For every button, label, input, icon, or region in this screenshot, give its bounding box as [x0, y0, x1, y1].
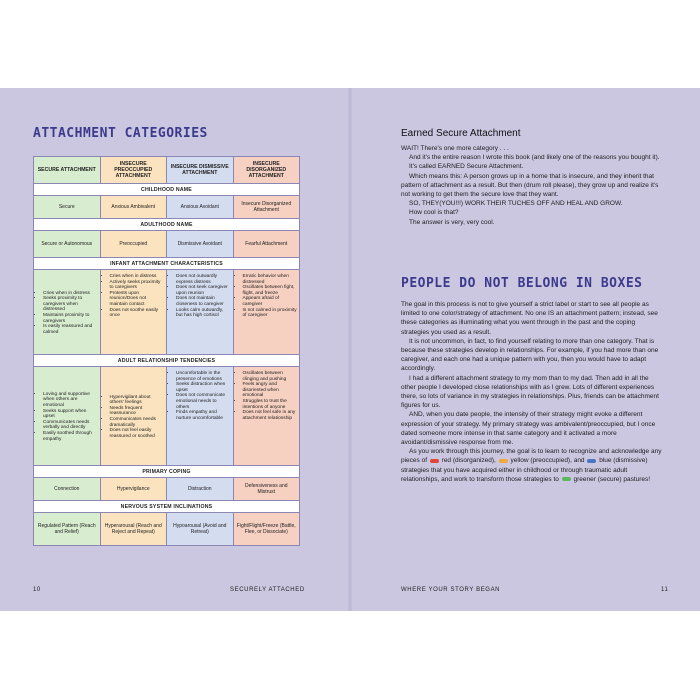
- band-primary-coping: PRIMARY COPING: [34, 466, 299, 478]
- table-cell: Distraction: [166, 478, 233, 500]
- list-item: • Does not feel safe in any attachment relationship: [243, 410, 298, 421]
- table-row: [34, 478, 299, 501]
- text-run: greener (secure) pastures!: [573, 475, 651, 483]
- list-item: • Oscillates between clinging and pushing: [243, 371, 298, 382]
- list-item: • Communicates needs dramatically: [110, 417, 165, 428]
- subheading: Earned Secure Attachment: [401, 128, 521, 139]
- list-item: • Is easily reassured and calmed: [43, 324, 98, 335]
- paragraph: The goal in this process is not to give yourself a strict label or start to see all people as limited to one color/strategy of attachment. No one IS an attachment pattern; instead, see these categories as illuminating what you went through in the past and the coping strategies you used as a result.: [401, 301, 658, 336]
- red-swatch-icon: [430, 459, 439, 463]
- intro-text: [401, 144, 663, 227]
- table-cell: Hyperarousal (Reach and Reject and Repeat): [100, 513, 167, 545]
- paragraph: WAIT! There's one more category . . .: [401, 145, 509, 152]
- paragraph: The answer is very, very cool.: [409, 218, 495, 226]
- list-item: • Loving and supportive when others are emotional: [43, 392, 98, 409]
- list-item: • Struggles to trust the intentions of anyone: [243, 399, 298, 410]
- list-item: • Does not feel easily reassured or soothed: [110, 428, 165, 439]
- table-cell: Secure: [34, 196, 100, 218]
- list-item: • Easily soothed through empathy: [43, 431, 98, 442]
- table-header: [34, 157, 299, 184]
- table-cell: Dismissive Avoidant: [166, 231, 233, 257]
- band-childhood-name: CHILDHOOD NAME: [34, 184, 299, 196]
- text-run: yellow (preoccupied), and: [510, 457, 585, 465]
- list-item: • Cries when in distress: [110, 274, 165, 280]
- list-item: • Does not maintain closeness to caregiver: [176, 296, 231, 307]
- running-head: SECURELY ATTACHED: [230, 587, 305, 593]
- list-item: • Communicates needs verbally and directly: [43, 420, 98, 431]
- header-secure: SECURE ATTACHMENT: [34, 157, 100, 183]
- table-row: [34, 367, 299, 466]
- table-cell: Defensiveness and Mistrust: [233, 478, 300, 500]
- body-text: [401, 300, 663, 484]
- list-item: • Appears afraid of caregiver: [243, 296, 298, 307]
- blue-swatch-icon: [587, 459, 596, 463]
- list-item: • Cries when in distress: [43, 291, 98, 297]
- running-head: WHERE YOUR STORY BEGAN: [401, 587, 501, 593]
- table-cell: Regulated Pattern (Reach and Relief): [34, 513, 100, 545]
- list-item: • Does not seek caregiver upon reunion: [176, 285, 231, 296]
- table-cell: Fight/Flight/Freeze (Battle, Flee, or Dissociate): [233, 513, 300, 545]
- table-cell: Secure or Autonomous: [34, 231, 100, 257]
- table-row: [34, 196, 299, 219]
- list-item: • Finds empathy and nurture uncomfortable: [176, 410, 231, 421]
- page-number: 11: [661, 587, 669, 593]
- header-preoccupied: INSECURE PREOCCUPIED ATTACHMENT: [100, 157, 167, 183]
- book-spread: [0, 88, 700, 611]
- list-item: • Needs frequent reassurance: [110, 406, 165, 417]
- left-page: [0, 88, 350, 611]
- list-cell-disorganized: [233, 270, 300, 354]
- attachment-table: [33, 156, 300, 546]
- list-cell-dismissive: [166, 367, 233, 465]
- band-adult-tendencies: ADULT RELATIONSHIP TENDENCIES: [34, 355, 299, 367]
- list-item: • Actively seeks proximity to caregivers: [110, 280, 165, 291]
- paragraph: It is not uncommon, in fact, to find yourself relating to more than one category. That is because these strategies develop in relationships. For example, if you had more than one caregiver, and each one had a unique pattern with you, then you would have to adapt accordingly.: [401, 337, 659, 373]
- table-row: [34, 270, 299, 355]
- yellow-swatch-icon: [499, 459, 508, 463]
- paragraph: It's called EARNED Secure Attachment.: [409, 163, 524, 171]
- header-dismissive: INSECURE DISMISSIVE ATTACHMENT: [166, 157, 233, 183]
- list-item: • Seeks proximity to caregivers when distressed: [43, 296, 98, 313]
- list-item: • Looks calm outwardly, but has high cortisol: [176, 308, 231, 319]
- text-run: red (disorganized),: [441, 457, 496, 465]
- list-item: • Does not communicate emotional needs to others: [176, 393, 231, 410]
- list-item: • Hypervigilant about others' feelings: [110, 395, 165, 406]
- table-cell: Anxious Avoidant: [166, 196, 233, 218]
- list-item: • Seeks distraction when upset: [176, 382, 231, 393]
- list-cell-disorganized: [233, 367, 300, 465]
- list-cell-secure: [34, 367, 100, 465]
- list-item: • Erratic behavior when distressed: [243, 274, 298, 285]
- table-cell: Fearful Attachment: [233, 231, 300, 257]
- green-swatch-icon: [562, 477, 571, 481]
- table-cell: Anxious Ambivalent: [100, 196, 167, 218]
- table-cell: Insecure Disorganized Attachment: [233, 196, 300, 218]
- list-item: • Does not soothe easily once: [110, 308, 165, 319]
- paragraph: How cool is that?: [409, 209, 459, 217]
- table-cell: Hypoarousal (Avoid and Retreat): [166, 513, 233, 545]
- paragraph: I had a different attachment strategy to my mom than to my dad. Then add in all the other people I developed close relationships with as I grew. Lots of different experiences there, so lots of variance in my strategies in relationships. Plus, friends can be attachment figures for us.: [401, 374, 659, 410]
- list-item: • Maintains proximity to caregivers: [43, 313, 98, 324]
- paragraph: Which means this: A person grows up in a home that is insecure, and they inherit that pattern of attachment as a result. But then (drum roll please), they grow up and realize it's not working to get them the secure love that they want.: [401, 172, 659, 199]
- paragraph: [401, 447, 663, 484]
- paragraph: SO, THEY(YOU!!!) WORK THEIR TUCHES OFF AND HEAL AND GROW.: [409, 200, 623, 208]
- table-cell: Preoccupied: [100, 231, 167, 257]
- paragraph: And it's the entire reason I wrote this book (and likely one of the reasons you bought it).: [409, 154, 660, 162]
- table-cell: Hypervigilance: [100, 478, 167, 500]
- list-cell-preoccupied: [100, 270, 167, 354]
- band-adulthood-name: ADULTHOOD NAME: [34, 219, 299, 231]
- list-item: • Is not calmed in proximity of caregiver: [243, 308, 298, 319]
- list-item: • Oscillates between fight, flight, and freeze: [243, 285, 298, 296]
- list-cell-dismissive: [166, 270, 233, 354]
- band-infant-characteristics: INFANT ATTACHMENT CHARACTERISTICS: [34, 258, 299, 270]
- text-run: blue (dismissive) strategies that you have acquired either in childhood or through traumatic adult relationships, and work to transform those strategies to: [401, 457, 648, 483]
- paragraph: AND, when you date people, the intensity of their strategy might evoke a different expression of your strategy. My primary strategy was ambivalent/preoccupied, but I once dated someone more intense in that same category and it activated a more avoidant/dismissive response from me.: [401, 411, 656, 447]
- page-number: 10: [33, 587, 41, 593]
- list-cell-preoccupied: [100, 367, 167, 465]
- text-run: As you work through this journey, the goal is to learn to recognize and acknowledge any pieces of: [401, 448, 662, 465]
- list-item: • Protests upon reunion/Does not maintain contact: [110, 291, 165, 308]
- list-cell-secure: [34, 270, 100, 354]
- header-disorganized: INSECURE DISORGANIZED ATTACHMENT: [233, 157, 300, 183]
- list-item: • Seeks support when upset: [43, 409, 98, 420]
- table-row: [34, 513, 299, 545]
- table-row: [34, 231, 299, 258]
- list-item: • Feels angry and disoriented when emotional: [243, 382, 298, 399]
- band-nervous-system: NERVOUS SYSTEM INCLINATIONS: [34, 501, 299, 513]
- list-item: • Uncomfortable in the presence of emotions: [176, 371, 231, 382]
- section-title: PEOPLE DO NOT BELONG IN BOXES: [401, 276, 643, 291]
- table-cell: Connection: [34, 478, 100, 500]
- list-item: • Does not outwardly express distress: [176, 274, 231, 285]
- page-title: ATTACHMENT CATEGORIES: [33, 126, 208, 141]
